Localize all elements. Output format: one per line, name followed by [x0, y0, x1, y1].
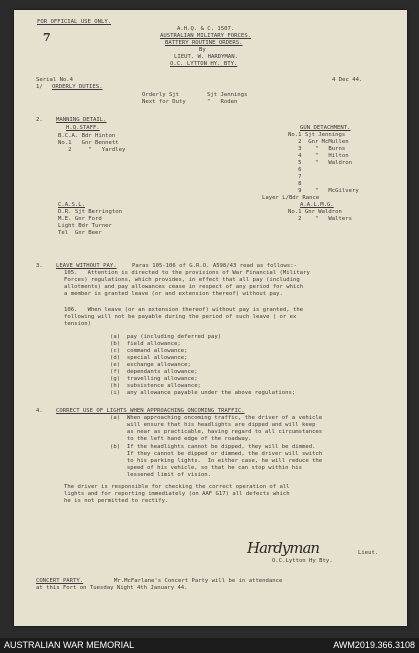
allowance-item: (d) special allowance;	[110, 355, 188, 361]
hq-staff-heading: H.Q.STAFF.	[66, 125, 100, 131]
casl-heading: C.A.S.L.	[58, 202, 85, 208]
lights-rule-b: If they cannot be dipped or dimmed, the driver will switch	[110, 451, 323, 457]
aalmg-row: No.1 Gnr Waldron	[288, 209, 342, 215]
signature-rank: Lieut.	[358, 550, 379, 556]
hq-staff-row: B.C.A. Bdr Hinton	[58, 133, 116, 139]
lights-rule-b: speed of his vehicle, so that he can stop within his	[110, 465, 302, 471]
orderly-value: Sjt Jennings	[207, 92, 248, 98]
next-duty-label: Next for Duty	[142, 99, 186, 105]
officer-name: LIEUT. W. HARDYMAN.	[174, 54, 238, 60]
section-3-number: 3.	[36, 263, 43, 269]
allowance-item: (g) travelling allowance;	[110, 376, 198, 382]
lights-rule-a: to the left hand edge of the roadway.	[110, 436, 252, 442]
officer-role: O.C. LYTTON HY. BTY.	[170, 61, 238, 67]
lights-rule-b: (b) If the headlights cannot be dipped, they will be dimmed.	[110, 444, 316, 450]
concert-line: at this Fort on Tuesday Night 4th January 44.	[36, 585, 188, 591]
lights-closing: The driver is responsible for checking the correct operation of all	[64, 484, 290, 490]
hq-staff-row: No.1 Gnr Bennett	[58, 140, 119, 146]
footer-institution: AUSTRALIAN WAR MEMORIAL	[4, 640, 135, 650]
gun-row: 5 " Waldron	[288, 160, 352, 166]
section-2-heading: MANNING DETAIL.	[56, 117, 107, 123]
footer-accession-number: AWM2019.366.3108	[333, 640, 415, 650]
archive-footer	[0, 638, 419, 653]
aalmg-heading: A.A.L.M.G.	[300, 202, 334, 208]
handwritten-number: 7	[43, 31, 51, 44]
leave-para-line: allotments) and pay allowances cease in respect of any period for which	[64, 284, 304, 290]
leave-para-line: tension)	[64, 321, 91, 327]
unit-heading: A.H.Q. & C. 1507.	[177, 26, 235, 32]
section-1-heading: ORDERLY DUTIES.	[52, 84, 103, 90]
aalmg-row: 2 " Walters	[288, 216, 352, 222]
document-title: BATTERY ROUTINE ORDERS.	[165, 40, 243, 46]
allowance-item: (b) field allowance;	[110, 341, 181, 347]
lights-closing: he is not permitted to rectify.	[64, 498, 169, 504]
gun-row: 9 " McGilvery	[288, 188, 359, 194]
allowance-item: (a) pay (including deferred pay)	[110, 334, 222, 340]
gun-row: 6	[288, 167, 302, 173]
gun-row: 8	[288, 181, 302, 187]
lights-rule-b: to his parking lights. In either case, he will reduce the	[110, 458, 323, 464]
concert-line: Mr.McFarlane's Concert Party will be in attendance	[114, 578, 283, 584]
section-3-heading: LEAVE WITHOUT PAY.	[56, 263, 117, 269]
lights-rule-a: (a) When approaching oncoming traffic, the driver of a vehicle	[110, 415, 323, 421]
forces-heading: AUSTRALIAN MILITARY FORCES.	[160, 33, 251, 39]
lights-rule-a: as near as practicable, having regard to all circumstances	[110, 429, 323, 435]
leave-para-line: Forces) regulations, which provides, in effect that all pay (including	[64, 277, 300, 283]
casl-row: Light Bdr Turner	[58, 223, 112, 229]
leave-para-line: Paras 105-106 of G.R.O. A598/43 read as follows:-	[132, 263, 298, 269]
signature-unit: O.C.Lytton Hy Bty.	[272, 558, 333, 564]
gun-row: Layer L/Bdr Rance	[262, 195, 320, 201]
casl-row: M.E. Gnr Ford	[58, 216, 102, 222]
lights-rule-b: lessened limit of vision.	[110, 472, 212, 478]
concert-heading: CONCERT PARTY.	[36, 578, 84, 584]
order-date: 4 Dec 44.	[332, 77, 363, 83]
leave-para-line: 105. Attention is directed to the provisions of War Financial (Military	[64, 270, 310, 276]
allowance-item: (h) subsistence allowance;	[110, 383, 201, 389]
leave-para-line: a member is granted leave (or and extension thereof) without pay.	[64, 291, 283, 297]
hq-staff-row: 2 " Yardley	[58, 147, 126, 153]
gun-row: 7	[288, 174, 302, 180]
section-4-heading: CORRECT USE OF LIGHTS WHEN APPROACHING ONCOMING TRAFFIC.	[56, 408, 245, 414]
classification-label: FOR OFFICIAL USE ONLY.	[37, 19, 112, 25]
next-duty-value: " Roden	[207, 99, 238, 105]
casl-row: Tel Gnr Beer	[58, 230, 102, 236]
section-4-number: 4.	[36, 408, 43, 414]
leave-para-line: 106. When leave (or an extension thereof) without pay is granted, the	[64, 307, 304, 313]
allowance-item: (c) command allowance;	[110, 348, 188, 354]
leave-para-line: following will not be payable during the period of such leave ( or ex	[64, 314, 297, 320]
allowance-item: (f) dependants allowance;	[110, 369, 198, 375]
lights-rule-a: will ensure that his headlights are dipped and will keep	[110, 422, 316, 428]
gun-row: 4 " Hilton	[288, 153, 349, 159]
allowance-item: (i) any allowance payable under the above regulations;	[110, 390, 296, 396]
gun-row: 3 " Burns	[288, 146, 346, 152]
section-2-number: 2.	[36, 117, 43, 123]
serial-number: Serial No.4	[36, 77, 74, 83]
gun-detachment-heading: GUN DETACHMENT.	[300, 125, 351, 131]
section-1-number: 1/	[36, 84, 43, 90]
orderly-label: Orderly Sjt	[142, 92, 180, 98]
casl-row: D.R. Sjt Berrington	[58, 209, 122, 215]
allowance-item: (e) exchange allowance;	[110, 362, 191, 368]
lights-closing: lights and for reporting immediately (on AAF G17) all defects which	[64, 491, 290, 497]
document-page	[14, 10, 407, 626]
gun-row: No.1 Sjt Jennings	[288, 132, 346, 138]
handwritten-signature: Hardyman	[247, 539, 320, 557]
gun-row: 2 Gnr McMullen	[288, 139, 349, 145]
by-label: By	[199, 47, 206, 53]
